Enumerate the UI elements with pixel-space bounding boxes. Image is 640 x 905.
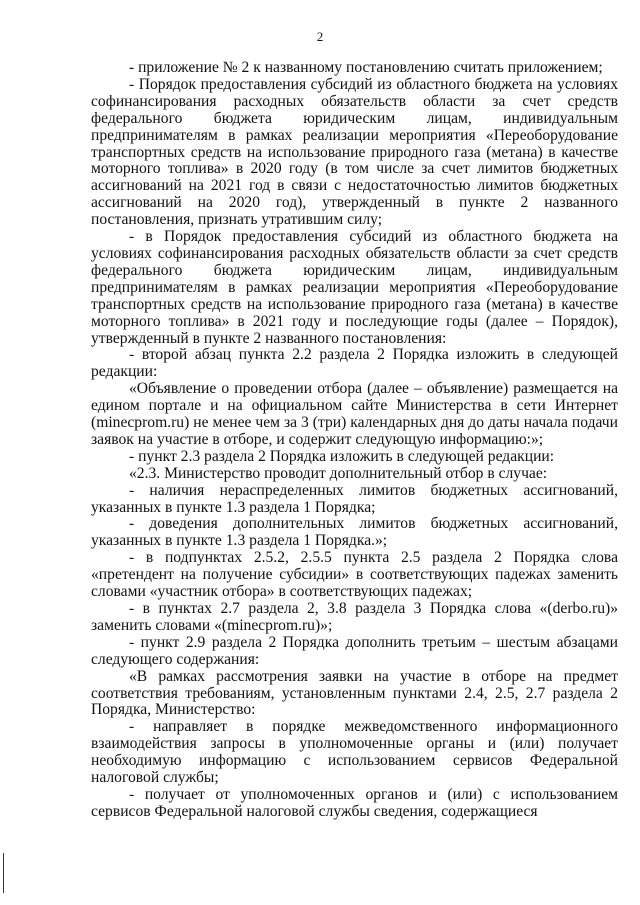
paragraph-list-additional: - доведения дополнительных лимитов бюджетных ассигнований, указанных в пункте 1.3 раздела 1 Порядка.»; (91, 515, 618, 550)
document-body (91, 60, 618, 821)
page-number: 2 (316, 29, 324, 44)
paragraph-appendix-renumber: - приложение № 2 к названному постановлению считать приложением; (129, 59, 603, 76)
paragraph-amend-2-7-3-8: - в пунктах 2.7 раздела 2, 3.8 раздела 3 Порядка слова «(derbo.ru)» заменить словами «(minecprom.ru)»; (91, 600, 618, 634)
paragraph-amend-2-5: - в подпунктах 2.5.2, 2.5.5 пункта 2.5 раздела 2 Порядка слова «претендент на получение субсидии» в соответствующих падежах заменить словами «участник отбора» в соответствующих падежах; (91, 549, 618, 601)
paragraph-quote-2-3: «2.3. Министерство проводит дополнительный отбор в случае: (129, 464, 548, 482)
scan-edge-mark (3, 853, 4, 893)
paragraph-list-unallocated: - наличия нераспределенных лимитов бюджетных ассигнований, указанных в пункте 1.3 раздела 1 Порядка; (91, 481, 618, 516)
paragraph-list-receives: - получает от уполномоченных органов и (или) с использованием сервисов Федеральной налоговой службы сведения, содержащиеся (91, 785, 618, 820)
paragraph-quote-announcement: «Объявление о проведении отбора (далее – объявление) размещается на едином портале и на официальном сайте Министерства в сети Интернет (minecprom.ru) не менее чем за 3 (три) календарных дня до даты начала подачи заявок на участие в отборе, и содержит следующую информацию:»; (91, 380, 618, 448)
paragraph-repeal-2020-order: - Порядок предоставления субсидий из областного бюджета на условиях софинансирования расходных обязательств области за счет средств федерального бюджета юридическим лицам, индивидуальным предпринимателям в рамках реализации мероприятия «Переоборудование транспортных средств на использование природного газа (метана) в качестве моторного топлива» в 2020 году (в том числе за счет лимитов бюджетных ассигнований на 2021 год в связи с недостаточностью лимитов бюджетных ассигнований на 2020 год), утвержденный в пункте 2 названного постановления, признать утратившим силу; (91, 75, 618, 229)
paragraph-amend-2-3: - пункт 2.3 раздела 2 Порядка изложить в следующей редакции: (129, 447, 555, 465)
paragraph-amend-2-9: - пункт 2.9 раздела 2 Порядка дополнить третьим – шестым абзацами следующего содержания: (91, 633, 618, 668)
paragraph-amend-2021-order: - в Порядок предоставления субсидий из областного бюджета на условиях софинансирования расходных обязательств области за счет средств федерального бюджета юридическим лицам, индивидуальным предпринимателям в рамках реализации мероприятия «Переоборудование транспортных средств на использование природного газа (метана) в качестве моторного топлива» в 2021 году и последующие годы (далее – Порядок), утвержденный в пункте 2 названного постановления: (91, 228, 618, 347)
paragraph-amend-2-2: - второй абзац пункта 2.2 раздела 2 Порядка изложить в следующей редакции: (91, 346, 618, 381)
paragraph-list-requests: - направляет в порядке межведомственного информационного взаимодействия запросы в уполномоченные органы и (или) получает необходимую информацию с использованием сервисов Федеральной налоговой службы; (91, 718, 618, 787)
paragraph-quote-review: «В рамках рассмотрения заявки на участие в отборе на предмет соответствия требованиям, установленным пунктами 2.4, 2.5, 2.7 раздела 2 Порядка, Министерство: (91, 667, 618, 719)
